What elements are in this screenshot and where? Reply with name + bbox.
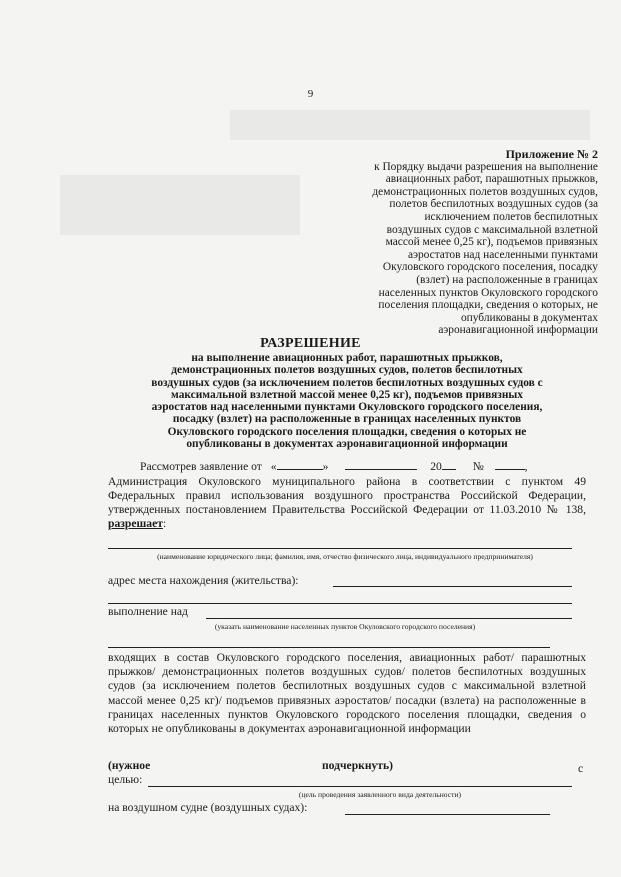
document-subtitle bbox=[108, 352, 586, 450]
address-label: адрес места нахождения (жительства): bbox=[108, 574, 299, 587]
purpose-caption: (цель проведения заявленного вида деятельности) bbox=[298, 790, 462, 799]
settlements-caption: (указать наименование населенных пунктов Окуловского городского поселения) bbox=[214, 622, 476, 631]
appendix-line: демонстрационных полетов воздушных судов, bbox=[372, 185, 598, 198]
appendix-title: Приложение № 2 bbox=[505, 147, 598, 161]
quote-close: » bbox=[322, 460, 329, 473]
appendix-line: аэронавигационной информации bbox=[438, 324, 598, 337]
scan-smudge bbox=[60, 175, 300, 235]
subtitle-line: воздушных судов (за исключением полетов беспилотных воздушных судов с bbox=[151, 376, 543, 389]
purpose-label: целью: bbox=[108, 773, 143, 786]
appendix-line: поселения площадки, сведения о которых, не bbox=[378, 299, 598, 312]
aircraft-field[interactable] bbox=[345, 814, 550, 815]
number-sign: № bbox=[472, 460, 484, 473]
settlements-field-line-2[interactable] bbox=[108, 647, 550, 648]
appendix-line: воздушных судов с максимальной взлетной bbox=[386, 223, 598, 236]
intro-comma: , bbox=[524, 460, 528, 473]
date-month-field[interactable] bbox=[345, 459, 417, 470]
aircraft-label: на воздушном судне (воздушных судах): bbox=[108, 801, 308, 814]
subtitle-line: посадку (взлет) на расположенные в границах населенных пунктов bbox=[172, 413, 522, 426]
applicant-field[interactable] bbox=[108, 548, 572, 549]
subtitle-line: Окуловского городского поселения площадки, сведения о которых не bbox=[167, 425, 527, 438]
subtitle-line: демонстрационных полетов воздушных судов, полетов беспилотных bbox=[171, 364, 523, 377]
settlements-field[interactable] bbox=[206, 618, 572, 619]
with-label: с bbox=[578, 762, 584, 775]
intro-first-line bbox=[140, 459, 528, 474]
intro-lead: Рассмотрев заявление от bbox=[140, 460, 262, 473]
appendix-line: к Порядку выдачи разрешения на выполнение bbox=[374, 160, 598, 173]
over-label: выполнение над bbox=[108, 605, 188, 618]
year-prefix: 20 bbox=[430, 460, 442, 473]
appendix-line: полетов беспилотных воздушных судов (за bbox=[389, 198, 598, 211]
appendix-line: массой менее 0,25 кг), подъемов привязных bbox=[385, 236, 598, 249]
applicant-caption: (наименование юридического лица; фамилия, имя, отчество физического лица, индивидуального предпринимателя) bbox=[157, 552, 533, 561]
application-number-field[interactable] bbox=[495, 459, 525, 470]
appendix-line: исключением полетов беспилотных bbox=[424, 210, 598, 223]
subtitle-line: опубликованы в документах аэронавигационной информации bbox=[186, 438, 508, 451]
page-number: 9 bbox=[307, 88, 314, 100]
address-field[interactable] bbox=[333, 586, 572, 587]
appendix-line: Окуловского городского поселения, посадку bbox=[382, 261, 598, 274]
intro-text: Администрация Окуловского муниципального района в соответствии с пунктом 49 Федеральных правил использования воздушного пространства Российской Федерации, утвержденных постановлением Правительства Российской Федерации от 11.03.2010 № 138, bbox=[108, 475, 586, 516]
appendix-line: (взлет) на расположенные в границах bbox=[416, 273, 598, 286]
subtitle-line: на выполнение авиационных работ, парашютных прыжков, bbox=[191, 352, 503, 364]
subtitle-line: максимальной взлетной массой менее 0,25 кг), подъемов привязных bbox=[171, 388, 523, 401]
choose-note-right: подчеркнуть) bbox=[322, 759, 393, 772]
permits-word: разрешает bbox=[108, 517, 163, 530]
quote-open: « bbox=[270, 460, 277, 473]
main-paragraph: входящих в состав Окуловского городского поселения, авиационных работ/ парашютных прыжков/ демонстрационных полетов воздушных судов/ полетов беспилотных воздушных судов (за исключением полетов беспилотных воздушных судов с максимальной взлетной массой менее 0,25 кг)/ подъемов привязных аэростатов/ посадки (взлета) на расположенные в границах населенных пунктов Окуловского городского поселения площадки, сведения о которых не опубликованы в документах аэронавигационной информации bbox=[108, 651, 586, 736]
choose-note-left: (нужное bbox=[108, 759, 151, 772]
appendix-line: опубликованы в документах bbox=[460, 311, 598, 324]
appendix-line: населенных пунктов Окуловского городского bbox=[378, 286, 598, 299]
document-title: РАЗРЕШЕНИЕ bbox=[260, 336, 361, 351]
address-field-line-2[interactable] bbox=[108, 603, 572, 604]
appendix-line: авиационных работ, парашютных прыжков, bbox=[385, 173, 598, 186]
appendix-header bbox=[320, 148, 598, 337]
appendix-line: аэростатов над населенными пунктами bbox=[408, 248, 598, 261]
date-year-field[interactable] bbox=[442, 459, 456, 470]
subtitle-line: аэростатов над населенными пунктами Окуловского городского поселения, bbox=[151, 401, 543, 414]
intro-paragraph bbox=[108, 475, 586, 531]
intro-colon: : bbox=[162, 517, 167, 530]
purpose-field[interactable] bbox=[148, 786, 572, 787]
scan-smudge bbox=[230, 110, 590, 140]
date-day-field[interactable] bbox=[277, 459, 323, 470]
